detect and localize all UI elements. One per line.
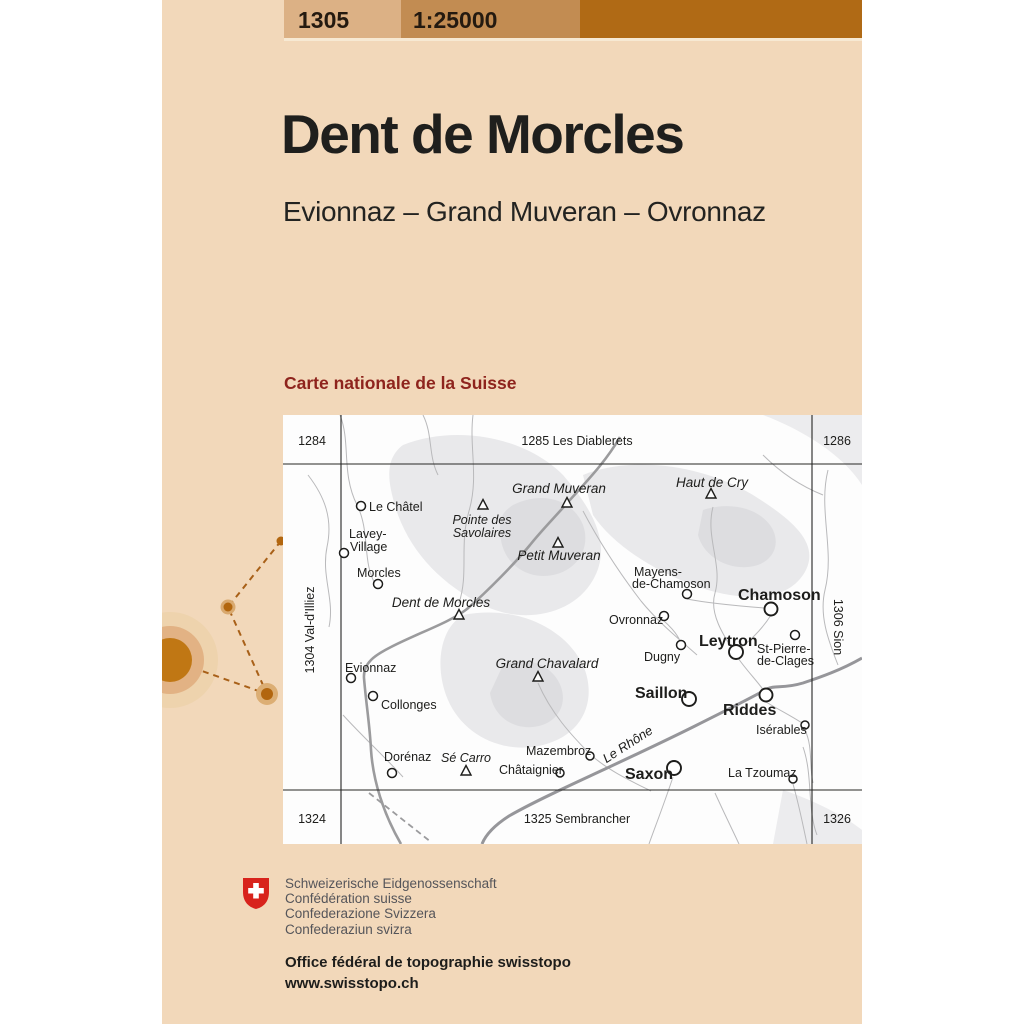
header-bar-fill bbox=[580, 0, 862, 38]
sheet-1326: 1326 bbox=[823, 812, 851, 826]
sheet-1284: 1284 bbox=[298, 434, 326, 448]
marker-st-pierre-de-clages bbox=[791, 631, 800, 640]
marker-morcles bbox=[374, 580, 383, 589]
label-st-pierre-line1: St-Pierre- bbox=[757, 642, 811, 656]
header-bar-highlight bbox=[284, 38, 862, 41]
label-le-rhone: Le Rhône bbox=[599, 722, 656, 766]
confederation-line-de: Schweizerische Eidgenossenschaft bbox=[285, 876, 497, 891]
confederation-block bbox=[285, 876, 497, 937]
marker-lavey-village bbox=[340, 549, 349, 558]
label-leytron: Leytron bbox=[699, 633, 758, 650]
label-la-tzoumaz: La Tzoumaz bbox=[728, 766, 797, 780]
website: www.swisstopo.ch bbox=[285, 974, 419, 992]
sheet-1325: 1325 Sembrancher bbox=[523, 812, 631, 826]
marker-collonges bbox=[369, 692, 378, 701]
label-petit-muveran: Petit Muveran bbox=[517, 548, 601, 563]
page-subtitle: Evionnaz – Grand Muveran – Ovronnaz bbox=[283, 196, 766, 227]
marker-riddes bbox=[760, 689, 773, 702]
marker-dugny bbox=[677, 641, 686, 650]
sheet-1324: 1324 bbox=[298, 812, 326, 826]
label-saillon: Saillon bbox=[635, 685, 688, 702]
label-grand-muveran: Grand Muveran bbox=[512, 481, 606, 496]
label-chataignier: Châtaignier bbox=[499, 763, 563, 777]
label-dugny: Dugny bbox=[644, 650, 681, 664]
label-dorenaz: Dorénaz bbox=[384, 750, 432, 764]
index-map-panel bbox=[283, 415, 862, 844]
marker-chamoson bbox=[765, 603, 778, 616]
office-block bbox=[285, 954, 571, 995]
label-mayens-line2: de-Chamoson bbox=[632, 577, 711, 591]
label-ovronnaz: Ovronnaz bbox=[609, 613, 664, 627]
map-cover bbox=[162, 0, 862, 1024]
label-savolaires-line1: Pointe des bbox=[452, 513, 512, 527]
sheet-number-box bbox=[284, 0, 401, 38]
swiss-shield-icon bbox=[242, 877, 270, 910]
label-evionnaz: Evionnaz bbox=[345, 661, 397, 675]
map-scale: 1:25000 bbox=[413, 7, 498, 33]
page-title: Dent de Morcles bbox=[281, 103, 684, 165]
sheet-1286: 1286 bbox=[823, 434, 851, 448]
label-savolaires-line2: Savolaires bbox=[452, 526, 512, 540]
label-mayens-line1: Mayens- bbox=[634, 565, 682, 579]
label-saxon: Saxon bbox=[625, 766, 674, 783]
label-grand-chavalard: Grand Chavalard bbox=[495, 656, 599, 671]
label-lavey-line2: Village bbox=[350, 540, 388, 554]
marker-le-chatel bbox=[357, 502, 366, 511]
label-chamoson: Chamoson bbox=[738, 587, 821, 604]
label-le-chatel: Le Châtel bbox=[369, 500, 423, 514]
confederation-line-it: Confederazione Svizzera bbox=[285, 906, 436, 922]
sheet-1306: 1306 Sion bbox=[831, 598, 845, 656]
label-haut-de-cry: Haut de Cry bbox=[675, 475, 749, 490]
label-se-carro: Sé Carro bbox=[440, 751, 492, 765]
label-iserables: Isérables bbox=[756, 723, 807, 737]
confederation-line-fr: Confédération suisse bbox=[285, 891, 412, 907]
label-morcles: Morcles bbox=[357, 566, 401, 580]
label-collonges: Collonges bbox=[381, 698, 437, 712]
index-map bbox=[283, 415, 862, 844]
label-mazembroz: Mazembroz bbox=[526, 744, 592, 758]
sheet-1285: 1285 Les Diablerets bbox=[521, 434, 633, 448]
series-label: Carte nationale de la Suisse bbox=[284, 373, 517, 393]
label-lavey-line1: Lavey- bbox=[349, 527, 387, 541]
sheet-number: 1305 bbox=[298, 7, 350, 33]
label-riddes: Riddes bbox=[723, 702, 777, 719]
office-name: Office fédéral de topographie swisstopo bbox=[285, 954, 571, 971]
marker-dorenaz bbox=[388, 769, 397, 778]
label-dent-de-morcles: Dent de Morcles bbox=[391, 595, 491, 610]
label-st-pierre-line2: de-Clages bbox=[757, 654, 814, 668]
scale-box bbox=[401, 0, 580, 38]
sheet-1304: 1304 Val-d'Illiez bbox=[303, 586, 317, 674]
confederation-line-rm: Confederaziun svizra bbox=[285, 921, 412, 937]
